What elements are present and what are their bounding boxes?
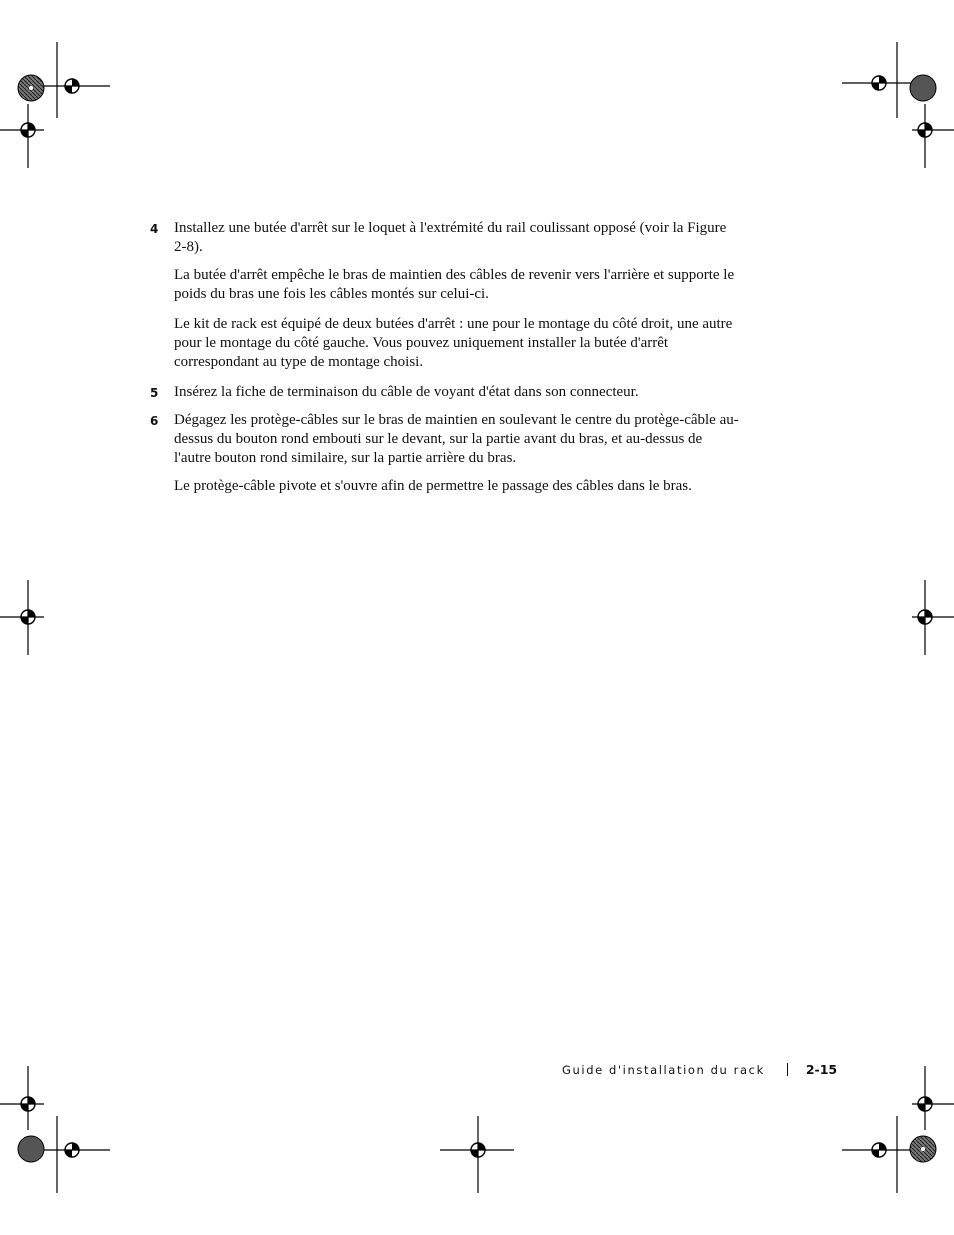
step-number: 4 <box>150 222 159 236</box>
step-note: Le protège-câble pivote et s'ouvre afin de permettre le passage des câbles dans le bras. <box>174 478 692 494</box>
step-text: Dégagez les protège-câbles sur le bras de maintien en soulevant le centre du protège-câble au-dessus du bouton rond embouti sur le devant, sur la partie avant du bras, et au-dessus de l'autre bouton rond similaire, sur la partie arrière du bras. <box>174 412 739 466</box>
step-note: La butée d'arrêt empêche le bras de maintien des câbles de revenir vers l'arrière et supporte le poids du bras une fois les câbles montés sur celui-ci. <box>174 267 735 302</box>
step-note: Le kit de rack est équipé de deux butées d'arrêt : une pour le montage du côté droit, une autre pour le montage du côté gauche. Vous pouvez uniquement installer la butée d'arrêt correspondant au type de montage choisi. <box>174 316 733 370</box>
step-5 <box>150 383 740 402</box>
instructions <box>150 219 740 507</box>
step-6 <box>150 411 740 468</box>
page-number: 2-15 <box>805 1062 838 1077</box>
footer-divider <box>787 1063 788 1076</box>
step-4 <box>150 219 740 257</box>
step-number: 6 <box>150 414 159 428</box>
footer-title: Guide d'installation du rack <box>562 1063 765 1077</box>
step-text: Installez une butée d'arrêt sur le loquet à l'extrémité du rail coulissant opposé (voir la Figure 2-8). <box>174 220 727 255</box>
step-number: 5 <box>150 386 159 400</box>
step-text: Insérez la fiche de terminaison du câble de voyant d'état dans son connecteur. <box>174 384 639 400</box>
page-footer <box>562 1062 837 1077</box>
